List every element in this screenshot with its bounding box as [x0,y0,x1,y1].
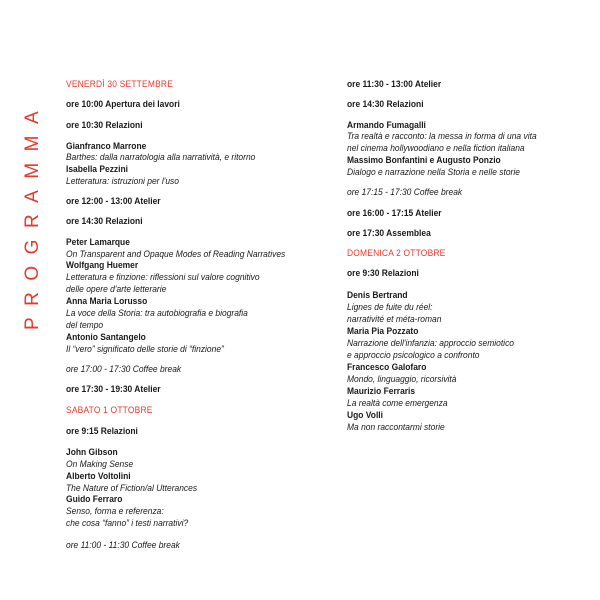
speaker-name: Massimo Bonfantini e Augusto Ponzio [347,155,501,165]
talk-title: On Transparent and Opaque Modes of Reading Narratives [66,249,286,259]
talk-title: delle opere d'arte letterarie [66,284,167,294]
talk-title: Narrazione dell'infanzia: approccio semiotico [347,338,514,348]
talk-title: narrativité et méta-roman [347,314,442,324]
talk-title: Il “vero” significato delle storie di “finzione” [66,344,224,354]
speaker-name: Alberto Voltolini [66,471,131,481]
session-time: ore 9:15 Relazioni [66,426,138,436]
session-time: ore 17:30 Assemblea [347,228,431,238]
speaker-name: Guido Ferraro [66,494,123,504]
talk-title: On Making Sense [66,459,134,469]
session-time: ore 16:00 - 17:15 Atelier [347,208,442,218]
speaker-name: Maria Pia Pozzato [347,326,419,336]
talk-title: che cosa “fanno” i testi narrativi? [66,518,189,528]
talk-title: The Nature of Fiction/al Utterances [66,483,198,493]
speaker-name: Wolfgang Huemer [66,260,139,270]
talk-title: La voce della Storia: tra autobiografia e biografia [66,308,248,318]
coffee-break: ore 11:00 - 11:30 Coffee break [66,540,180,550]
talk-title: Letteratura e finzione: riflessioni sul valore cognitivo [66,272,260,282]
coffee-break: ore 17:15 - 17:30 Coffee break [347,187,463,197]
speaker-name: Isabella Pezzini [66,164,129,174]
speaker-name: Anna Maria Lorusso [66,296,148,306]
speaker-name: Maurizio Ferraris [347,386,416,396]
speaker-name: Armando Fumagalli [347,120,426,130]
talk-title: Tra realtà e racconto: la messa in forma di una vita [347,131,537,141]
session-time: ore 9:30 Relazioni [347,268,419,278]
talk-title: e approccio psicologico a confronto [347,350,480,360]
session-time: ore 14:30 Relazioni [66,216,143,226]
talk-title: Barthes: dalla narratologia alla narratività, e ritorno [66,152,256,162]
day-header: SABATO 1 OTTOBRE [66,405,153,415]
session-time: ore 17:30 - 19:30 Atelier [66,384,161,394]
talk-title: Ma non raccontarmi storie [347,422,445,432]
speaker-name: Gianfranco Marrone [66,141,147,151]
speaker-name: Ugo Volli [347,410,384,420]
talk-title: Lignes de fuite du réel: [347,302,433,312]
talk-title: Letteratura: istruzioni per l'uso [66,176,179,186]
day-header: VENERDÌ 30 SETTEMBRE [66,79,174,89]
speaker-name: Antonio Santangelo [66,332,146,342]
talk-title: nel cinema hollywoodiano e nella fiction italiana [347,143,525,153]
coffee-break: ore 17:00 - 17:30 Coffee break [66,364,182,374]
session-time: ore 11:30 - 13:00 Atelier [347,79,442,89]
session-time: ore 10:30 Relazioni [66,120,143,130]
programma-title: PROGRAMMA [22,99,43,330]
talk-title: del tempo [66,320,104,330]
talk-title: La realtà come emergenza [347,398,448,408]
session-time: ore 12:00 - 13:00 Atelier [66,196,161,206]
speaker-name: Denis Bertrand [347,290,408,300]
session-time: ore 14:30 Relazioni [347,99,424,109]
speaker-name: Francesco Galofaro [347,362,427,372]
day-header: DOMENICA 2 OTTOBRE [347,248,446,258]
speaker-name: Peter Lamarque [66,237,130,247]
speaker-name: John Gibson [66,447,118,457]
talk-title: Senso, forma e referenza: [66,506,164,516]
talk-title: Mondo, linguaggio, ricorsività [347,374,457,384]
talk-title: Dialogo e narrazione nella Storia e nelle storie [347,167,520,177]
session-time: ore 10:00 Apertura dei lavori [66,99,180,109]
